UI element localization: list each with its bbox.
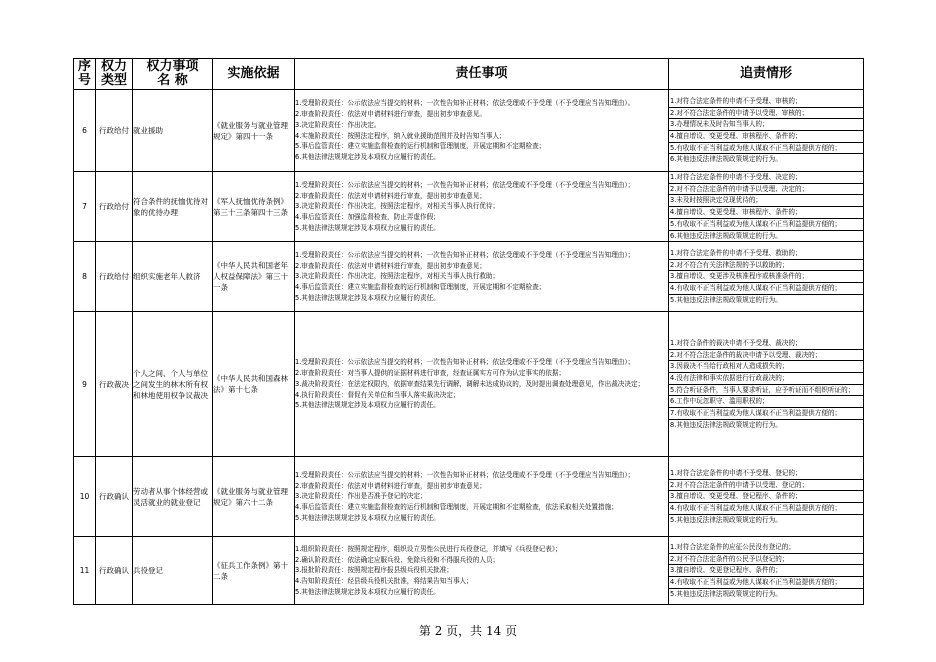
accountability-item: 2.对不符合法定条件的申请予以受理、审核的； — [669, 108, 863, 120]
accountability-item: 3.未及时按照决定兑现优待的； — [669, 195, 863, 207]
row-responsibility — [295, 537, 669, 605]
row-type: 行政给付 — [96, 242, 133, 312]
row-name: 符合条件的抚恤优待对象的优待办理 — [133, 172, 213, 242]
accountability-item: 6.其他违反法律法规政策规定的行为。 — [670, 155, 782, 164]
responsibility-item: 5.其他法律法规规定涉及本项权力应履行的责任。 — [295, 587, 440, 596]
header-name-line2: 名 称 — [157, 73, 188, 88]
row-responsibility — [295, 172, 669, 242]
row-accountability — [669, 457, 864, 537]
row-accountability — [669, 537, 864, 605]
accountability-item: 3.擅自增设、变更涉及核准程序或核准条件的； — [669, 271, 863, 283]
responsibility-item: 4.事后监管责任：建立实施监督检查的运行机制和管理制度，开展定期和不定期检查，依法采取相关处置措施； — [295, 503, 618, 512]
accountability-item: 4.擅自增设、变更受理、审核程序、条件的； — [669, 207, 863, 219]
responsibility-item: 3.裁决阶段责任：在法定权限内，依据审查结果先行调解，调解未达成协议的，及时提出调查处理意见，作出裁决决定； — [295, 379, 645, 388]
accountability-item: 5.其他违反法律法规政策规定的行为。 — [670, 295, 782, 304]
row-type: 行政裁决 — [96, 312, 133, 457]
row-type: 行政确认 — [96, 457, 133, 537]
row-name: 就业援助 — [133, 90, 213, 172]
accountability-item: 1.对符合条件的裁决申请不予受理、裁决的； — [669, 338, 863, 350]
row-seq: 8 — [74, 242, 96, 312]
accountability-item: 4.没有法律和事实依据进行行政裁决的； — [669, 373, 863, 385]
table-row — [74, 457, 864, 537]
responsibility-item: 3.决定阶段责任：作出决定。 — [295, 120, 381, 129]
accountability-item: 5.其他违反法律法规政策规定的行为。 — [670, 589, 782, 598]
responsibility-item: 4.事后监管责任：加强监督检查，防止弄虚作假； — [295, 212, 440, 221]
accountability-item: 2.对不符合法定条件的申请予以受理、登记的； — [669, 480, 863, 492]
responsibility-item: 3.决定阶段责任：作出决定，按照法定程序，对相关当事人执行救助； — [295, 272, 500, 281]
accountability-item: 1.对符合法定条件的申请不予受理、救助的； — [669, 248, 863, 260]
row-basis: 《中华人民共和国森林法》第十七条 — [213, 312, 295, 457]
accountability-item: 6.工作中玩忽职守、滥用职权的； — [669, 396, 863, 408]
row-responsibility — [295, 457, 669, 537]
responsibility-item: 5.其他法律法规规定涉及本项权力应履行的责任。 — [295, 293, 440, 302]
row-name: 个人之间、个人与单位之间发生的林木所有权和林地使用权争议裁决 — [133, 312, 213, 457]
accountability-item: 1.对符合法定条件的申请不予受理、决定的； — [669, 172, 863, 184]
responsibility-item: 5.事后监管责任：建立实施监督检查的运行机制和管理制度，开展定期和不定期检查； — [295, 142, 546, 151]
responsibility-item: 1.受理阶段责任：公示依法应当提交的材料；一次性告知补正材料；依法受理或不予受理（不予受理应当告知理由）； — [295, 358, 635, 367]
accountability-item: 4.有收取不正当利益或为他人谋取不正当利益提供方便的； — [669, 283, 863, 295]
accountability-item: 5.有收取不正当利益或为他人谋取不正当利益提供方便的； — [669, 143, 863, 155]
responsibility-item: 4.实施阶段责任：按照法定程序，纳入就业援助范围并及时告知当事人； — [295, 131, 506, 140]
row-name: 劳动者从事个体经营或灵活就业的就业登记 — [133, 457, 213, 537]
responsibility-item: 5.其他法律法规规定涉及本项权力应履行的责任。 — [295, 223, 440, 232]
row-seq: 11 — [74, 537, 96, 605]
row-basis: 《就业服务与就业管理规定》第四十一条 — [213, 90, 295, 172]
table-row — [74, 172, 864, 242]
accountability-item: 3.擅自增设、变更受理、登记程序、条件的； — [669, 491, 863, 503]
table-row — [74, 312, 864, 457]
accountability-item: 1.对符合法定条件的申请不予受理、审核的； — [669, 96, 863, 108]
row-name: 兵役登记 — [133, 537, 213, 605]
row-seq: 7 — [74, 172, 96, 242]
row-accountability — [669, 312, 864, 457]
responsibility-item: 1.组织阶段责任：按照规定程序，组织设立男性公民进行兵役登记，并填写《兵役登记表》； — [295, 544, 562, 553]
row-name: 组织实施老年人救济 — [133, 242, 213, 312]
accountability-item: 4.有收取不正当利益或为他人谋取不正当利益提供方便的； — [669, 577, 863, 589]
accountability-item: 4.擅自增设、变更受理、审核程序、条件的； — [669, 131, 863, 143]
row-responsibility — [295, 90, 669, 172]
row-type: 行政给付 — [96, 90, 133, 172]
responsibility-item: 2.审查阶段责任：依法对申请材料进行审查，提出初步审查意见。 — [295, 110, 486, 119]
accountability-item: 2.对不符合法定条件的裁决申请予以受理、裁决的； — [669, 350, 863, 362]
responsibility-item: 2.审查阶段责任：依法对申请材料进行审查，提出初步审查意见； — [295, 261, 486, 270]
row-seq: 9 — [74, 312, 96, 457]
responsibility-item: 4.执行阶段责任：督促有关单位和当事人落实裁决决定； — [295, 390, 460, 399]
accountability-item: 7.有收取不正当利益或为他人谋取不正当利益提供方便的； — [669, 408, 863, 420]
accountability-item: 8.其他违反法律法规政策规定的行为。 — [670, 420, 782, 429]
row-basis: 《就业服务与就业管理规定》第六十二条 — [213, 457, 295, 537]
responsibility-item: 3.报批阶段责任：按照规定程序报县级兵役机关批准； — [295, 566, 453, 575]
responsibility-item: 2.确认阶段责任：依法确定应服兵役、免除兵役和不得服兵役的人员； — [295, 555, 500, 564]
accountability-item: 2.对不符合有关法律法规的予以救助的； — [669, 260, 863, 272]
accountability-item: 4.有收取不正当利益或为他人谋取不正当利益提供方便的； — [669, 503, 863, 515]
accountability-item: 2.对不符合法定条件的申请予以受理、决定的； — [669, 184, 863, 196]
row-basis: 《军人抚恤优待条例》第三十三条第四十三条 — [213, 172, 295, 242]
responsibility-item: 2.审查阶段责任：依法对申请材料进行审查，提出初步审查意见； — [295, 191, 486, 200]
row-accountability — [669, 242, 864, 312]
accountability-item: 5.其他违反法律法规政策规定的行为。 — [670, 515, 782, 524]
responsibility-item: 5.其他法律法规规定涉及本项权力应履行的责任。 — [295, 401, 440, 410]
header-responsibility: 责任事项 — [295, 59, 669, 90]
row-type: 行政确认 — [96, 537, 133, 605]
header-name — [133, 59, 213, 90]
row-accountability — [669, 90, 864, 172]
row-accountability — [669, 172, 864, 242]
responsibility-item: 2.审查阶段责任：对当事人提供的证据材料进行审查，经查证属实方可作为认定事实的依据； — [295, 369, 566, 378]
header-accountability: 追责情形 — [669, 59, 864, 90]
row-responsibility — [295, 312, 669, 457]
responsibility-item: 4.告知阶段责任：经县级兵役机关批准，将结果告知当事人； — [295, 577, 473, 586]
accountability-item: 1.对符合法定条件的应征公民没有登记的； — [669, 542, 863, 554]
accountability-item: 1.对符合法定条件的申请不予受理、登记的； — [669, 468, 863, 480]
row-basis: 《征兵工作条例》第十二条 — [213, 537, 295, 605]
row-seq: 10 — [74, 457, 96, 537]
table-body — [74, 90, 864, 605]
row-seq: 6 — [74, 90, 96, 172]
page-footer: 第 2 页，共 14 页 — [418, 624, 518, 638]
accountability-item: 6.其他违反法律法规政策规定的行为。 — [670, 231, 782, 240]
power-list-table — [73, 58, 864, 605]
accountability-item: 5.符合听证条件，当事人要求听证，应予听证而不组织听证的； — [669, 385, 863, 397]
responsibility-item: 3.决定阶段责任：作出决定，按照法定程序，对相关当事人执行优待； — [295, 202, 500, 211]
table-row — [74, 537, 864, 605]
accountability-item: 3.办理情况未及时告知当事人的； — [669, 119, 863, 131]
accountability-item: 5.有收取不正当利益或为他人谋取不正当利益提供方便的； — [669, 219, 863, 231]
accountability-item: 2.对不符合法定条件的公民予以登记的； — [669, 554, 863, 566]
header-basis: 实施依据 — [213, 59, 295, 90]
table-row — [74, 242, 864, 312]
responsibility-item: 6.其他法律法规规定涉及本项权力应履行的责任。 — [295, 152, 440, 161]
responsibility-item: 1.受理阶段责任：公示依法应当提交的材料；一次性告知补正材料；依法受理或不予受理（不予受理应当告知理由）； — [295, 180, 635, 189]
responsibility-item: 1.受理阶段责任：公示依法应当提交的材料；一次性告知补正材料；依法受理或不予受理（不予受理应当告知理由）； — [295, 250, 635, 259]
table-header-row — [74, 59, 864, 90]
accountability-item: 3.因裁决不当给行政相对人造成损失的； — [669, 361, 863, 373]
header-seq: 序号 — [74, 59, 96, 90]
responsibility-item: 2.审查阶段责任：依法对申请材料进行审查，提出初步审查意见； — [295, 481, 486, 490]
header-name-line1: 权力事项 — [146, 59, 199, 74]
responsibility-item: 4.事后监管责任：建立实施监督检查的运行机制和管理制度，开展定期和不定期检查； — [295, 283, 546, 292]
row-basis: 《中华人民共和国老年人权益保障法》第三十一条 — [213, 242, 295, 312]
responsibility-item: 1.受理阶段责任：公示依法应当提交的材料；一次性告知补正材料；依法受理或不予受理（不予受理应当告知理由）； — [295, 470, 635, 479]
row-responsibility — [295, 242, 669, 312]
responsibility-item: 3.决定阶段责任：作出是否准予登记的决定； — [295, 492, 427, 501]
row-type: 行政给付 — [96, 172, 133, 242]
table-row — [74, 90, 864, 172]
responsibility-item: 5.其他法律法规规定涉及本项权力应履行的责任。 — [295, 513, 440, 522]
accountability-item: 3.擅自增设、变更登记程序、条件的； — [669, 565, 863, 577]
header-type: 权力类型 — [96, 59, 133, 90]
responsibility-item: 1.受理阶段责任：公示依法应当提交的材料；一次性告知补正材料；依法受理或不予受理（不予受理应当告知理由）。 — [295, 99, 635, 108]
